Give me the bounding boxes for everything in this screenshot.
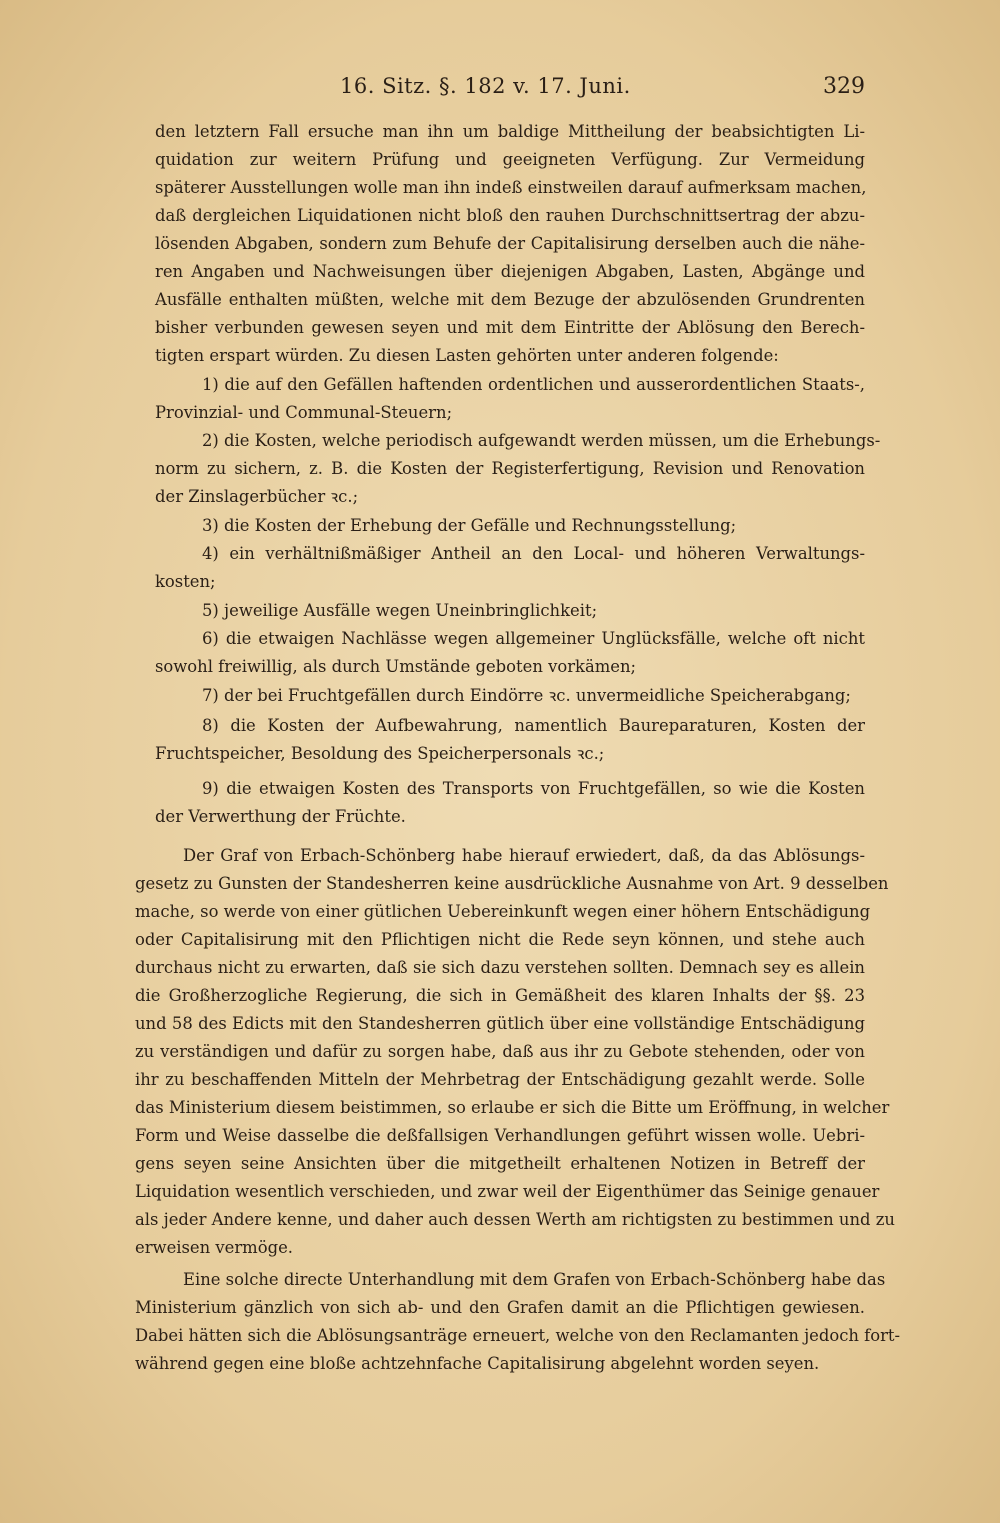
list-item: 1) die auf den Gefällen haftenden ordentlichen und ausserordentlichen Staats-, bbox=[202, 375, 865, 394]
text-line: die Großherzogliche Regierung, die sich in Gemäßheit des klaren Inhalts der §§. 23 bbox=[135, 986, 865, 1005]
text-line: der Verwerthung der Früchte. bbox=[155, 807, 406, 826]
text-line: das Ministerium diesem beistimmen, so erlaube er sich die Bitte um Eröffnung, in welcher bbox=[135, 1098, 890, 1117]
text-line: erweisen vermöge. bbox=[135, 1238, 293, 1257]
text-line: ren Angaben und Nachweisungen über diejenigen Abgaben, Lasten, Abgänge und bbox=[155, 262, 865, 281]
text-line: mache, so werde von einer gütlichen Uebereinkunft wegen einer höhern Entschädigung bbox=[135, 902, 871, 921]
text-line: den letztern Fall ersuche man ihn um baldige Mittheilung der beabsichtigten Li- bbox=[155, 122, 865, 141]
text-line: späterer Ausstellungen wolle man ihn indeß einstweilen darauf aufmerksam machen, bbox=[155, 178, 867, 197]
list-item: 2) die Kosten, welche periodisch aufgewandt werden müssen, um die Erhebungs- bbox=[202, 431, 881, 450]
list-item: 6) die etwaigen Nachlässe wegen allgemeiner Unglücksfälle, welche oft nicht bbox=[202, 629, 865, 648]
text-line: lösenden Abgaben, sondern zum Behufe der Capitalisirung derselben auch die nähe- bbox=[155, 234, 865, 253]
text-line: Ausfälle enthalten müßten, welche mit dem Bezuge der abzulösenden Grundrenten bbox=[155, 290, 865, 309]
text-line: gesetz zu Gunsten der Standesherren keine ausdrückliche Ausnahme von Art. 9 desselben bbox=[135, 874, 889, 893]
text-line: ihr zu beschaffenden Mitteln der Mehrbetrag der Entschädigung gezahlt werde. Solle bbox=[135, 1070, 865, 1089]
text-line: tigten erspart würden. Zu diesen Lasten gehörten unter anderen folgende: bbox=[155, 346, 779, 365]
text-line: quidation zur weitern Prüfung und geeigneten Verfügung. Zur Vermeidung bbox=[155, 150, 865, 169]
list-item: 5) jeweilige Ausfälle wegen Uneinbringlichkeit; bbox=[202, 601, 598, 620]
text-line: daß dergleichen Liquidationen nicht bloß den rauhen Durchschnittsertrag der abzu- bbox=[155, 206, 865, 225]
paragraph-start: Der Graf von Erbach-Schönberg habe hierauf erwiedert, daß, da das Ablösungs- bbox=[183, 846, 865, 865]
text-line: während gegen eine bloße achtzehnfache Capitalisirung abgelehnt worden seyen. bbox=[135, 1354, 820, 1373]
paragraph-start: Eine solche directe Unterhandlung mit dem Grafen von Erbach-Schönberg habe das bbox=[183, 1270, 886, 1289]
list-item: 3) die Kosten der Erhebung der Gefälle und Rechnungsstellung; bbox=[202, 516, 737, 535]
list-item: 4) ein verhältnißmäßiger Antheil an den Local- und höheren Verwaltungs- bbox=[202, 544, 865, 563]
text-line: Ministerium gänzlich von sich ab- und den Grafen damit an die Pflichtigen gewiesen. bbox=[135, 1298, 865, 1317]
text-line: Liquidation wesentlich verschieden, und zwar weil der Eigenthümer das Seinige genauer bbox=[135, 1182, 880, 1201]
text-line: Dabei hätten sich die Ablösungsanträge erneuert, welche von den Reclamanten jedoch fort- bbox=[135, 1326, 901, 1345]
text-line: Form und Weise dasselbe die deßfallsigen Verhandlungen geführt wissen wolle. Uebri- bbox=[135, 1126, 865, 1145]
list-item: 9) die etwaigen Kosten des Transports von Fruchtgefällen, so wie die Kosten bbox=[202, 779, 865, 798]
text-line: oder Capitalisirung mit den Pflichtigen nicht die Rede seyn können, und stehe auch bbox=[135, 930, 865, 949]
list-item: 8) die Kosten der Aufbewahrung, namentlich Baureparaturen, Kosten der bbox=[202, 716, 865, 735]
text-line: sowohl freiwillig, als durch Umstände geboten vorkämen; bbox=[155, 657, 637, 676]
text-line: zu verständigen und dafür zu sorgen habe, daß aus ihr zu Gebote stehenden, oder von bbox=[135, 1042, 865, 1061]
text-line: norm zu sichern, z. B. die Kosten der Registerfertigung, Revision und Renovation bbox=[155, 459, 865, 478]
text-line: bisher verbunden gewesen seyen und mit dem Eintritte der Ablösung den Berech- bbox=[155, 318, 865, 337]
running-header bbox=[340, 74, 865, 110]
text-line: durchaus nicht zu erwarten, daß sie sich dazu verstehen sollten. Demnach sey es allein bbox=[135, 958, 865, 977]
list-item: 7) der bei Fruchtgefällen durch Eindörre ꝛc. unvermeidliche Speicherabgang; bbox=[202, 686, 851, 705]
text-line: und 58 des Edicts mit den Standesherren gütlich über eine vollständige Entschädigung bbox=[135, 1014, 865, 1033]
header-title: 16. Sitz. §. 182 v. 17. Juni. bbox=[340, 74, 631, 98]
text-line: gens seyen seine Ansichten über die mitgetheilt erhaltenen Notizen in Betreff der bbox=[135, 1154, 865, 1173]
page-number: 329 bbox=[823, 74, 865, 99]
text-line: der Zinslagerbücher ꝛc.; bbox=[155, 487, 359, 506]
text-line: als jeder Andere kenne, und daher auch dessen Werth am richtigsten zu bestimmen und zu bbox=[135, 1210, 895, 1229]
text-line: Provinzial- und Communal-Steuern; bbox=[155, 403, 453, 422]
text-line: kosten; bbox=[155, 572, 216, 591]
text-line: Fruchtspeicher, Besoldung des Speicherpersonals ꝛc.; bbox=[155, 744, 605, 763]
